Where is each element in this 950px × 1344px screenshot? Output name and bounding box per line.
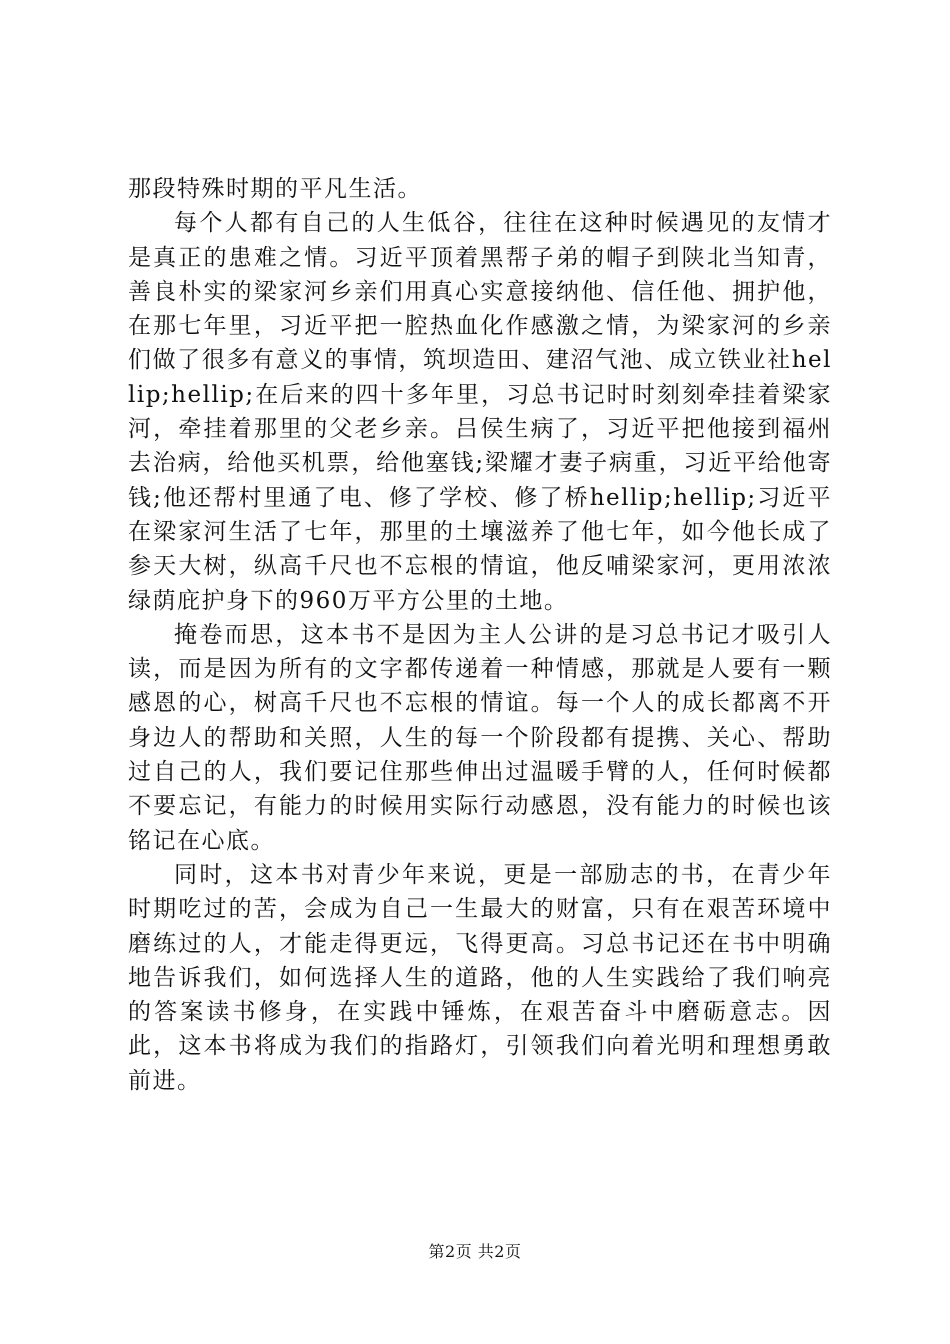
page-number-footer: 第2页 共2页: [428, 1242, 522, 1261]
paragraph-friendship: 每个人都有自己的人生低谷，往往在这种时候遇见的友情才是真正的患难之情。习近平顶着黑帮子弟的帽子到陕北当知青，善良朴实的梁家河乡亲们用真心实意接纳他、信任他、拥护他，在那七年里，习近平把一腔热血化作感激之情，为梁家河的乡亲们做了很多有意义的事情，筑坝造田、建沼气池、成立铁业社hellip;hellip;在后来的四十多年里，习总书记时时刻刻牵挂着梁家河，牵挂着那里的父老乡亲。吕侯生病了，习近平把他接到福州去治病，给他买机票，给他塞钱;梁耀才妻子病重，习近平给他寄钱;他还帮村里通了电、修了学校、修了桥hellip;hellip;习近平在梁家河生活了七年，那里的土壤滋养了他七年，如今他长成了参天大树，纵高千尺也不忘根的情谊，他反哺梁家河，更用浓浓绿荫庇护身下的960万平方公里的土地。: [128, 210, 832, 614]
paragraph-continuation: 那段特殊时期的平凡生活。: [128, 176, 422, 202]
paragraph-inspiration: 同时，这本书对青少年来说，更是一部励志的书，在青少年时期吃过的苦，会成为自己一生最大的财富，只有在艰苦环境中磨练过的人，才能走得更远，飞得更高。习总书记还在书中明确地告诉我们，如何选择人生的道路，他的人生实践给了我们响亮的答案读书修身，在实践中锤炼，在艰苦奋斗中磨砺意志。因此，这本书将成为我们的指路灯，引领我们向着光明和理想勇敢前进。: [128, 861, 832, 1094]
document-body: [128, 172, 832, 1098]
paragraph-gratitude: 掩卷而思，这本书不是因为主人公讲的是习总书记才吸引人读，而是因为所有的文字都传递着一种情感，那就是人要有一颗感恩的心，树高千尺也不忘根的情谊。每一个人的成长都离不开身边人的帮助和关照，人生的每一个阶段都有提携、关心、帮助过自己的人，我们要记住那些伸出过温暖手臂的人，任何时候都不要忘记，有能力的时候用实际行动感恩，没有能力的时候也该铭记在心底。: [128, 621, 832, 854]
